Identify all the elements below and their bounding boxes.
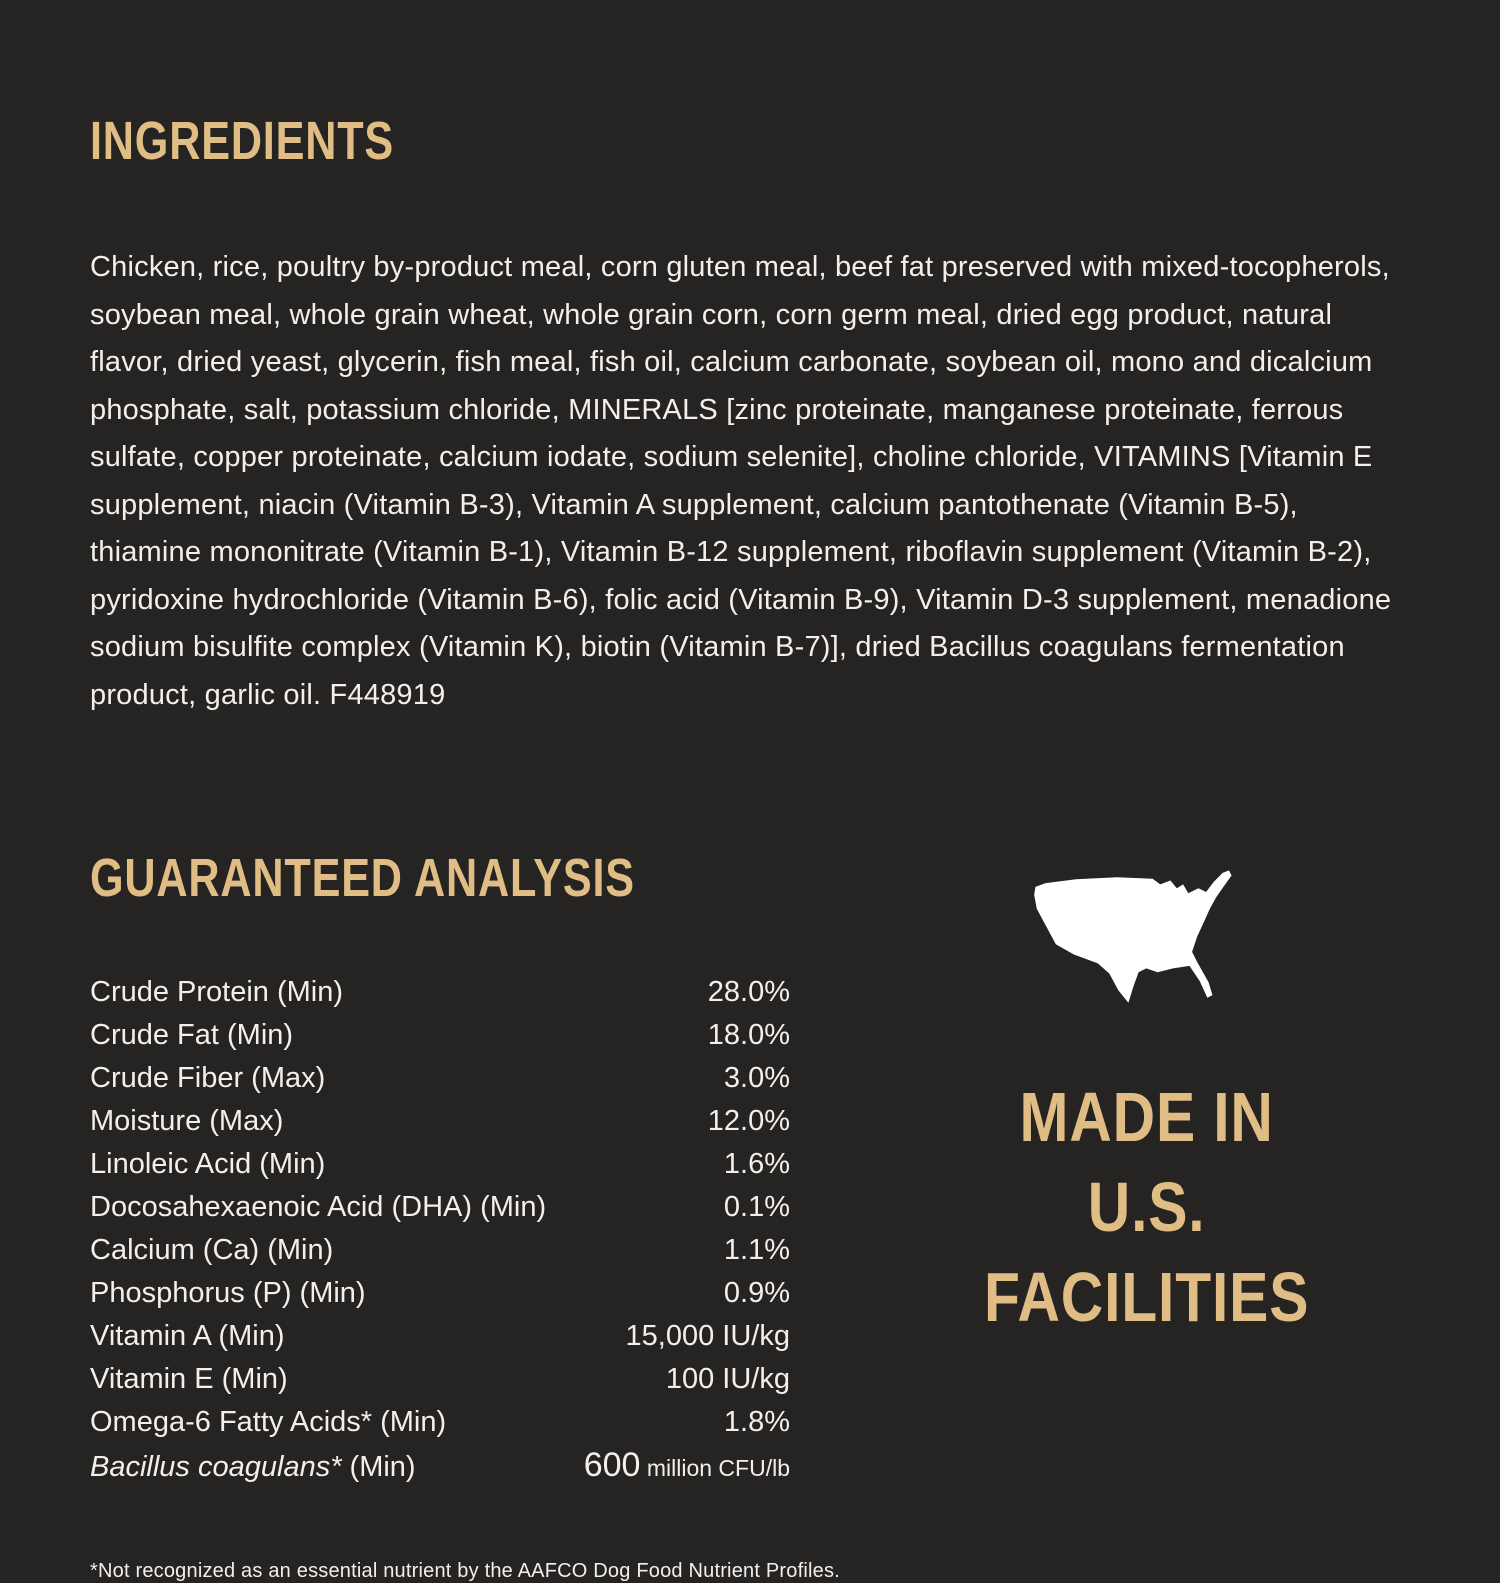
ingredients-heading: INGREDIENTS xyxy=(90,111,395,172)
made-in-line3: FACILITIES xyxy=(984,1258,1310,1337)
made-in-us-block xyxy=(947,814,1347,1342)
analysis-label: Vitamin A (Min) xyxy=(90,1319,285,1352)
guaranteed-analysis-table xyxy=(90,971,790,1490)
guaranteed-analysis-section xyxy=(90,814,790,1489)
analysis-label: Crude Fat (Min) xyxy=(90,1018,294,1051)
analysis-label: Crude Fiber (Max) xyxy=(90,1061,326,1094)
analysis-row xyxy=(90,1444,790,1490)
analysis-value: 28.0% xyxy=(707,975,790,1008)
analysis-value: 0.9% xyxy=(723,1276,790,1309)
analysis-value: 3.0% xyxy=(723,1061,790,1094)
analysis-row xyxy=(90,1272,790,1315)
made-in-line1: MADE IN xyxy=(1019,1078,1275,1157)
analysis-label: Docosahexaenoic Acid (DHA) (Min) xyxy=(90,1190,547,1223)
analysis-value: 0.1% xyxy=(723,1190,790,1223)
analysis-value: 1.6% xyxy=(723,1147,790,1180)
analysis-row xyxy=(90,1229,790,1272)
analysis-label: Omega-6 Fatty Acids* (Min) xyxy=(90,1405,447,1438)
analysis-value: 600 million CFU/lb xyxy=(583,1445,790,1484)
analysis-label: Bacillus coagulans* (Min) xyxy=(90,1450,416,1483)
made-in-us-text xyxy=(984,1072,1309,1342)
analysis-label: Phosphorus (P) (Min) xyxy=(90,1276,366,1309)
analysis-value: 18.0% xyxy=(707,1018,790,1051)
ingredients-text: Chicken, rice, poultry by-product meal, corn gluten meal, beef fat preserved with mixed-tocopherols, soybean meal, whole grain wheat, whole grain corn, corn germ meal, dried egg product, natural flavor, dried yeast, glycerin, fish meal, fish oil, calcium carbonate, soybean oil, mono and dicalcium phosphate, salt, potassium chloride, MINERALS [zinc proteinate, manganese proteinate, ferrous sulfate, copper proteinate, calcium iodate, sodium selenite], choline chloride, VITAMINS [Vitamin E supplement, niacin (Vitamin B-3), Vitamin A supplement, calcium pantothenate (Vitamin B-5), thiamine mononitrate (Vitamin B-1), Vitamin B-12 supplement, riboflavin supplement (Vitamin B-2), pyridoxine hydrochloride (Vitamin B-6), folic acid (Vitamin B-9), Vitamin D-3 supplement, menadione sodium bisulfite complex (Vitamin K), biotin (Vitamin B-7)], dried Bacillus coagulans fermentation product, garlic oil. F448919 xyxy=(90,251,1392,711)
lower-panel xyxy=(90,814,1412,1489)
ingredients-section xyxy=(90,78,1412,719)
analysis-row xyxy=(90,971,790,1014)
analysis-row xyxy=(90,1143,790,1186)
analysis-row xyxy=(90,1057,790,1100)
analysis-value: 1.8% xyxy=(723,1405,790,1438)
analysis-label: Linoleic Acid (Min) xyxy=(90,1147,326,1180)
analysis-row xyxy=(90,1100,790,1143)
usa-map-icon xyxy=(1020,864,1275,1027)
analysis-value: 12.0% xyxy=(707,1104,790,1137)
analysis-row xyxy=(90,1315,790,1358)
analysis-value: 100 IU/kg xyxy=(665,1362,790,1395)
analysis-label: Calcium (Ca) (Min) xyxy=(90,1233,334,1266)
analysis-row xyxy=(90,1014,790,1057)
analysis-row xyxy=(90,1186,790,1229)
analysis-label: Moisture (Max) xyxy=(90,1104,284,1137)
analysis-label: Vitamin E (Min) xyxy=(90,1362,288,1395)
guaranteed-analysis-heading: GUARANTEED ANALYSIS xyxy=(90,847,635,908)
aafco-footnote: *Not recognized as an essential nutrient by the AAFCO Dog Food Nutrient Profiles. xyxy=(90,1559,840,1582)
analysis-row xyxy=(90,1401,790,1444)
made-in-line2: U.S. xyxy=(1088,1168,1206,1247)
analysis-label: Crude Protein (Min) xyxy=(90,975,344,1008)
analysis-value: 1.1% xyxy=(723,1233,790,1266)
analysis-value: 15,000 IU/kg xyxy=(625,1319,790,1352)
analysis-row xyxy=(90,1358,790,1401)
